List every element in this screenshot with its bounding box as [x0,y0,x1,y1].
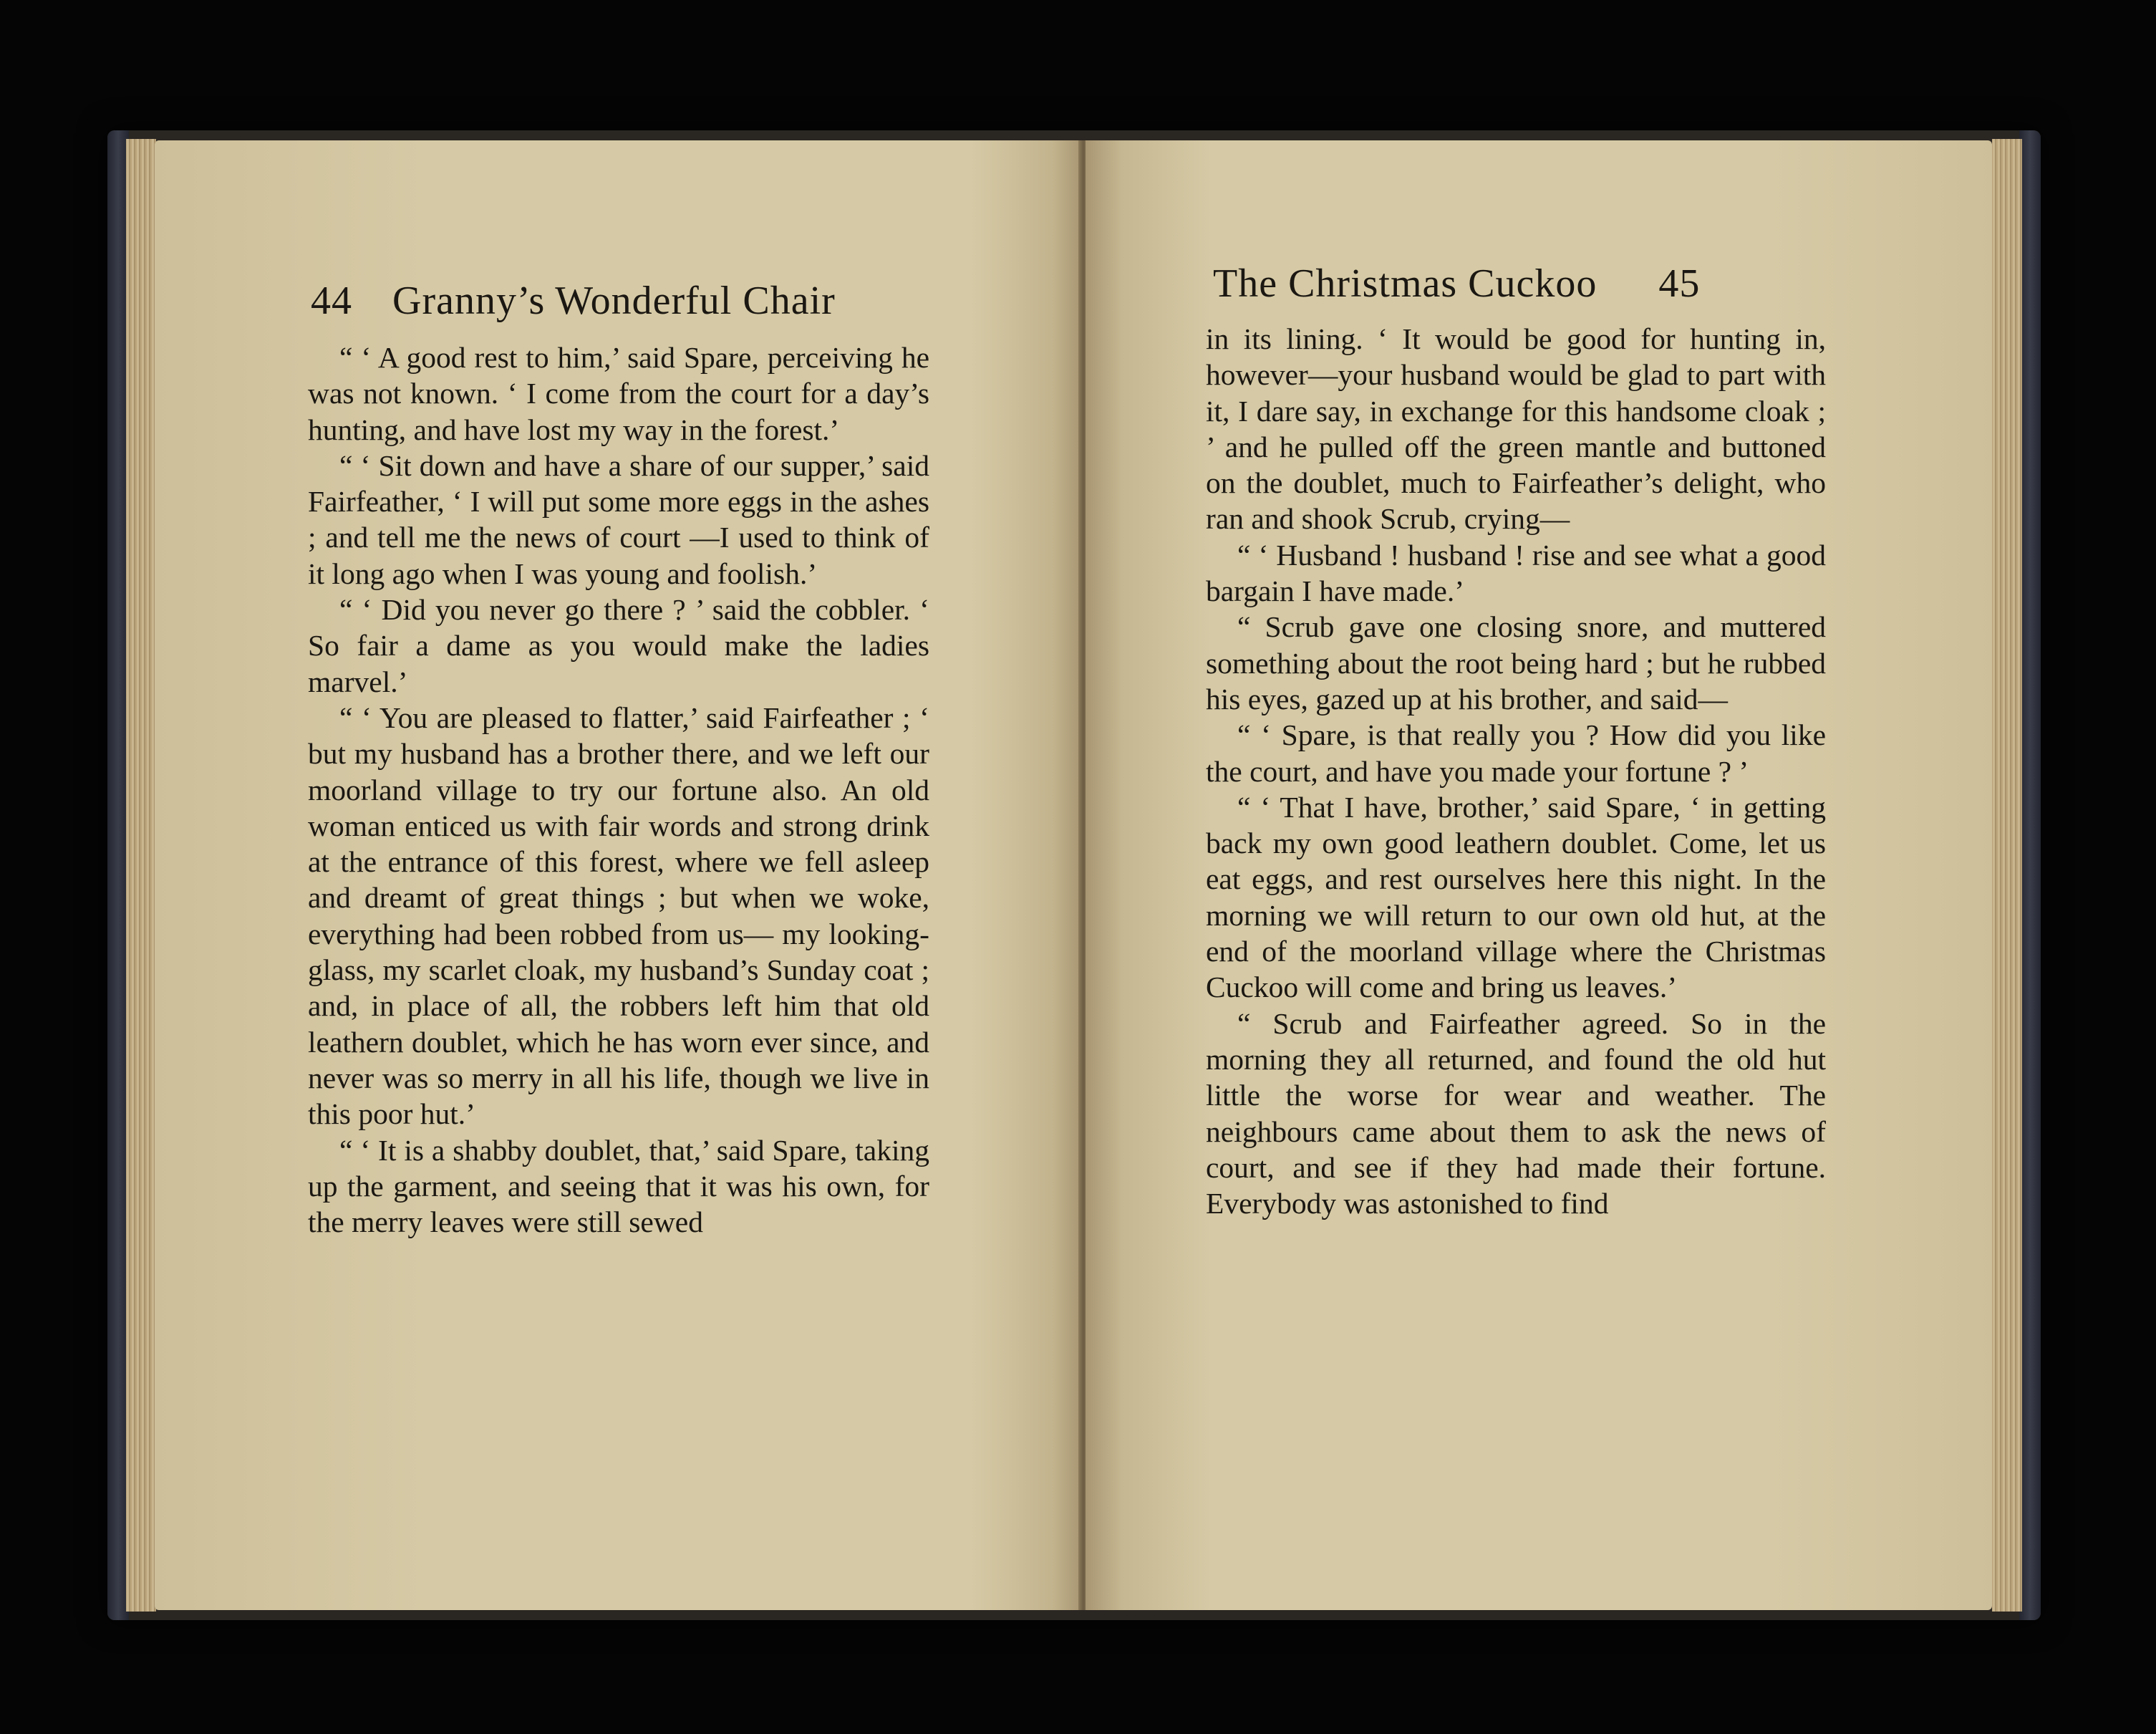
right-running-head [1213,261,1700,307]
right-page [1086,140,1992,1610]
open-book [107,130,2041,1620]
page-edges-left [126,139,156,1612]
book-cover-right-edge [2019,130,2041,1620]
paragraph: “ Scrub and Fairfeather agreed. So in the morning they all returned, and found the old hut little the worse for wear and weather. The neighbours came about them to ask the news of court, and see if they had made their fortune. Everybody was astonished to find [1206,1006,1826,1220]
paragraph: “ Scrub gave one closing snore, and muttered something about the root being hard ; but he rubbed his eyes, gazed up at his brother, and said— [1206,610,1826,716]
right-page-text [1206,321,1826,1221]
paragraph: “ ‘ Sit down and have a share of our supper,’ said Fairfeather, ‘ I will put some more eggs in the ashes ; and tell me the news of court —I used to think of it long ago when I was young and foolish.’ [308,448,929,590]
page-edges-right [1992,139,2022,1612]
paragraph: “ ‘ Husband ! husband ! rise and see what a good bargain I have made.’ [1206,538,1826,608]
left-running-title: Granny’s Wonderful Chair [392,279,836,323]
paragraph: “ ‘ That I have, brother,’ said Spare, ‘ in getting back my own good leathern doublet. Come, let us eat eggs, and rest ourselves here this night. In the morning we will return to our own old hut, at the end of the moorland village where the Christmas Cuckoo will come and bring us leaves.’ [1206,790,1826,1004]
left-running-head [311,278,836,324]
paragraph-continuation: in its lining. ‘ It would be good for hunting in, however—your husband would be glad to part with it, I dare say, in exchange for this handsome cloak ; ’ and he pulled off the green mantle and buttoned on the doublet, much to Fairfeather’s delight, who ran and shook Scrub, crying— [1206,322,1826,536]
paragraph: “ ‘ You are pleased to flatter,’ said Fairfeather ; ‘ but my husband has a brother there, and we left our moorland village to try our fortune also. An old woman enticed us with fair words and strong drink at the entrance of this forest, where we fell asleep and dreamt of great things ; but when we woke, everything had been robbed from us— my looking-glass, my scarlet cloak, my husband’s Sunday coat ; and, in place of all, the robbers left him that old leathern doublet, which he has worn ever since, and never was so merry in all his life, though we live in this poor hut.’ [308,700,929,1131]
right-page-number: 45 [1658,261,1701,306]
left-page-text [308,339,929,1240]
paragraph: “ ‘ Did you never go there ? ’ said the cobbler. ‘ So fair a dame as you would make the ladies marvel.’ [308,593,929,698]
left-page [155,140,1081,1610]
paragraph: “ ‘ A good rest to him,’ said Spare, perceiving he was not known. ‘ I come from the court for a day’s hunting, and have lost my way in the forest.’ [308,341,929,446]
left-page-number: 44 [311,279,352,323]
paragraph: “ ‘ It is a shabby doublet, that,’ said Spare, taking up the garment, and seeing that it was his own, for the merry leaves were still sewed [308,1133,929,1239]
paragraph: “ ‘ Spare, is that really you ? How did you like the court, and have you made your fortune ? ’ [1206,718,1826,788]
right-running-title: The Christmas Cuckoo [1213,261,1597,306]
